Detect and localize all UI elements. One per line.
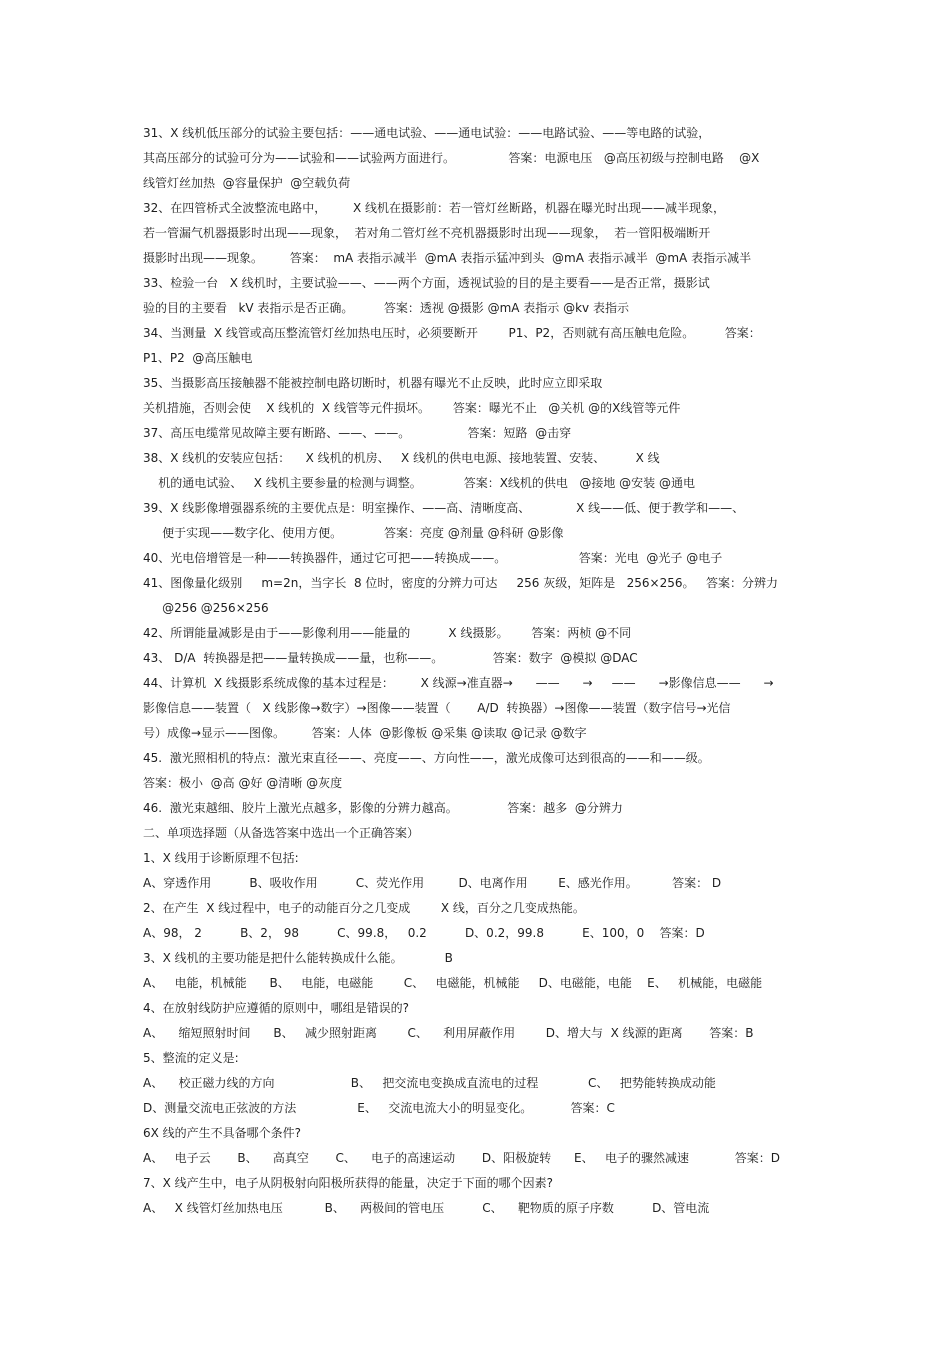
text-line: 线管灯丝加热 @容量保护 @空载负荷 xyxy=(143,176,351,190)
text-line: 答案：极小 @高 @好 @清晰 @灰度 xyxy=(143,776,343,790)
text-line: @256 @256×256 xyxy=(143,601,269,615)
question-line: 2、在产生 X 线过程中，电子的动能百分之几变成 X 线，百分之几变成热能。 xyxy=(143,901,585,915)
text-line: 其高压部分的试验可分为——试验和——试验两方面进行。 答案：电源电压 @高压初级与控制电路 @X xyxy=(143,151,760,165)
text-line: 33、检验一台 X 线机时，主要试验——、——两个方面，透视试验的目的是主要看——是否正常，摄影试 xyxy=(143,276,710,290)
text-line: 便于实现——数字化、使用方便。 答案：亮度 @剂量 @科研 @影像 xyxy=(143,526,564,540)
options-line: D、测量交流电正弦波的方法 E、 交流电流大小的明显变化。 答案：C xyxy=(143,1101,615,1115)
question-line: 6X 线的产生不具备哪个条件? xyxy=(143,1126,302,1140)
section-heading: 二、单项选择题（从备选答案中选出一个正确答案） xyxy=(143,826,420,840)
text-line: 验的目的主要看 kV 表指示是否正确。 答案：透视 @摄影 @mA 表指示 @kv 表指示 xyxy=(143,301,629,315)
text-line: 35、当摄影高压接触器不能被控制电路切断时，机器有曝光不止反映，此时应立即采取 xyxy=(143,376,603,390)
text-line: 号）成像→显示——图像。 答案：人体 @影像板 @采集 @读取 @记录 @数字 xyxy=(143,726,587,740)
options-line: A、 缩短照射时间 B、 减少照射距离 C、 利用屏蔽作用 D、增大与 X 线源的距离 答案：B xyxy=(143,1026,754,1040)
text-line: 38、X 线机的安装应包括： X 线机的机房、 X 线机的供电电源、接地装置、安装、 X 线 xyxy=(143,451,660,465)
question-line: 7、X 线产生中，电子从阴极射向阳极所获得的能量，决定于下面的哪个因素? xyxy=(143,1176,554,1190)
text-line: 46. 激光束越细、胶片上激光点越多，影像的分辨力越高。 答案：越多 @分辨力 xyxy=(143,801,623,815)
text-line: 32、在四管桥式全波整流电路中， X 线机在摄影前：若一管灯丝断路，机器在曝光时出现——减半现象， xyxy=(143,201,726,215)
question-line: 3、X 线机的主要功能是把什么能转换成什么能。 B xyxy=(143,951,453,965)
options-line: A、 校正磁力线的方向 B、 把交流电变换成直流电的过程 C、 把势能转换成动能 xyxy=(143,1076,716,1090)
text-line: 45. 激光照相机的特点：激光束直径——、亮度——、方向性——，激光成像可达到很高的——和——级。 xyxy=(143,751,710,765)
text-line: 37、高压电缆常见故障主要有断路、——、——。 答案：短路 @击穿 xyxy=(143,426,572,440)
text-line: 若一管漏气机器摄影时出现——现象， 若对角二管灯丝不亮机器摄影时出现——现象， 若一管阳极端断开 xyxy=(143,226,711,240)
question-line: 4、在放射线防护应遵循的原则中，哪组是错误的? xyxy=(143,1001,410,1015)
options-line: A、98， 2 B、2， 98 C、99.8， 0.2 D、0.2，99.8 E、100，0 答案：D xyxy=(143,926,705,940)
text-line: 39、X 线影像增强器系统的主要优点是：明室操作、——高、清晰度高、 X 线——低、便于教学和——、 xyxy=(143,501,745,515)
options-line: A、 电能，机械能 B、 电能，电磁能 C、 电磁能，机械能 D、电磁能，电能 E、 机械能，电磁能 xyxy=(143,976,763,990)
options-line: A、穿透作用 B、吸收作用 C、荧光作用 D、电离作用 E、感光作用。 答案： D xyxy=(143,876,722,890)
text-line: 关机措施，否则会使 X 线机的 X 线管等元件损坏。 答案：曝光不止 @关机 @的X线管等元件 xyxy=(143,401,681,415)
text-line: 34、当测量 X 线管或高压整流管灯丝加热电压时，必须要断开 P1、P2，否则就有高压触电危险。 答案： xyxy=(143,326,761,340)
text-line: P1、P2 @高压触电 xyxy=(143,351,253,365)
options-line: A、 X 线管灯丝加热电压 B、 两极间的管电压 C、 靶物质的原子序数 D、管电流 xyxy=(143,1201,710,1215)
question-line: 5、整流的定义是: xyxy=(143,1051,239,1065)
text-line: 41、图像量化级别 m=2n，当字长 8 位时，密度的分辨力可达 256 灰级，矩阵是 256×256。 答案：分辨力 xyxy=(143,576,778,590)
question-line: 1、X 线用于诊断原理不包括: xyxy=(143,851,299,865)
text-line: 机的通电试验、 X 线机主要参量的检测与调整。 答案：X线机的供电 @接地 @安装 @通电 xyxy=(143,476,695,490)
text-line: 影像信息——装置（ X 线影像→数字）→图像——装置（ A/D 转换器）→图像——装置（数字信号→光信 xyxy=(143,701,731,715)
text-line: 摄影时出现——现象。 答案： mA 表指示减半 @mA 表指示猛冲到头 @mA 表指示减半 @mA 表指示减半 xyxy=(143,251,752,265)
text-line: 42、所谓能量减影是由于——影像利用——能量的 X 线摄影。 答案：两桢 @不同 xyxy=(143,626,632,640)
text-line: 43、 D/A 转换器是把——量转换成——量，也称——。 答案：数字 @模拟 @DAC xyxy=(143,651,638,665)
text-line: 44、计算机 X 线摄影系统成像的基本过程是： X 线源→准直器→ —— → —— →影像信息—— → xyxy=(143,676,774,690)
document-page xyxy=(143,121,813,1221)
options-line: A、 电子云 B、 高真空 C、 电子的高速运动 D、阳极旋转 E、 电子的骤然减速 答案：D xyxy=(143,1151,781,1165)
text-line: 40、光电倍增管是一种——转换器件，通过它可把——转换成——。 答案：光电 @光子 @电子 xyxy=(143,551,723,565)
text-line: 31、X 线机低压部分的试验主要包括：——通电试验、——通电试验：——电路试验、——等电路的试验， xyxy=(143,126,711,140)
